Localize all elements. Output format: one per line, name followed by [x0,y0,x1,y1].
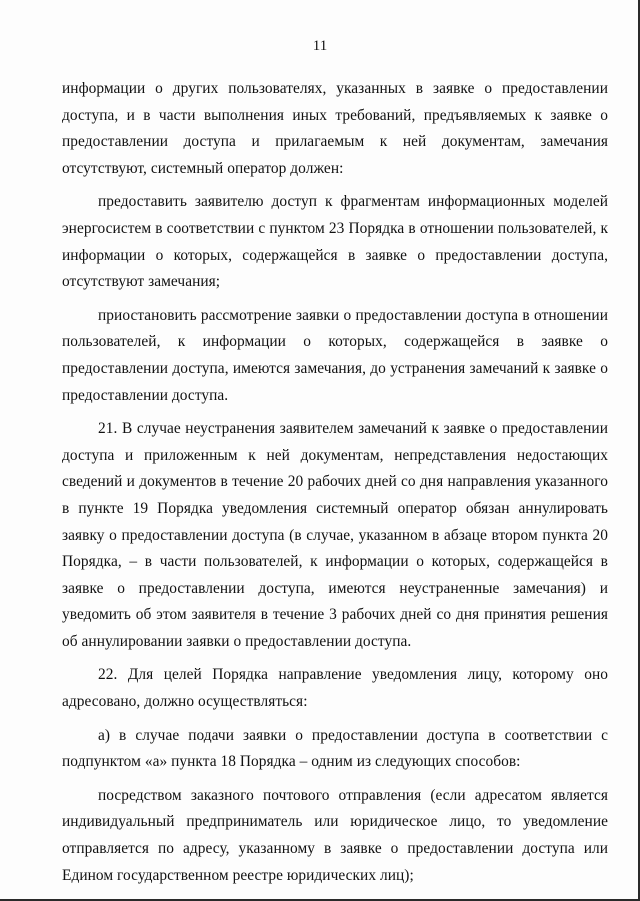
paragraph-continuation: информации о других пользователях, указанных в заявке о предоставлении доступа, и в части выполнения иных требований, предъявляемых к заявке о предоставлении доступа и прилагаемым к ней документам, замечания отсутствуют, системный оператор должен: [62,80,608,177]
page-number: 11 [312,38,328,54]
paragraph-registered-mail: посредством заказного почтового отправления (если адресатом является индивидуальный предприниматель или юридическое лицо, то уведомление отправляется по адресу, указанному в заявке о предоставлении доступа или Едином государственном реестре юридических лиц); [62,786,608,884]
paragraph-subclause-a: а) в случае подачи заявки о предоставлении доступа в соответствии с подпунктом «а» пункта 18 Порядка – одним из следующих способов: [62,726,608,771]
paragraph-grant-access: предоставить заявителю доступ к фрагментам информационных моделей энергосистем в соответствии с пунктом 23 Порядка в отношении пользователей, к информации о которых, содержащейся в заявке о предоставлении доступа, отсутствуют замечания; [62,193,608,291]
paragraph-clause-21: 21. В случае неустранения заявителем замечаний к заявке о предоставлении доступа и приложенным к ней документам, непредставления недостающих сведений и документов в течение 20 рабочих дней со дня направления указанного в пункте 19 Порядка уведомления системный оператор обязан аннулировать заявку о предоставлении доступа (в случае, указанном в абзаце втором пункта 20 Порядка, – в части пользователей, к информации о которых, содержащейся в заявке о предоставлении доступа, имеются неустраненные замечания) и уведомить об этом заявителя в течение 3 рабочих дней со дня принятия решения об аннулировании заявки о предоставлении доступа. [62,420,608,650]
paragraph-suspend-review: приостановить рассмотрение заявки о предоставлении доступа в отношении пользователей, к информации о которых, содержащейся в заявке о предоставлении доступа, имеются замечания, до устранения замечаний к заявке о предоставлении доступа. [62,306,608,404]
document-body [62,76,608,889]
paragraph-clause-22: 22. Для целей Порядка направление уведомления лицу, которому оно адресовано, должно осуществляться: [62,666,608,711]
